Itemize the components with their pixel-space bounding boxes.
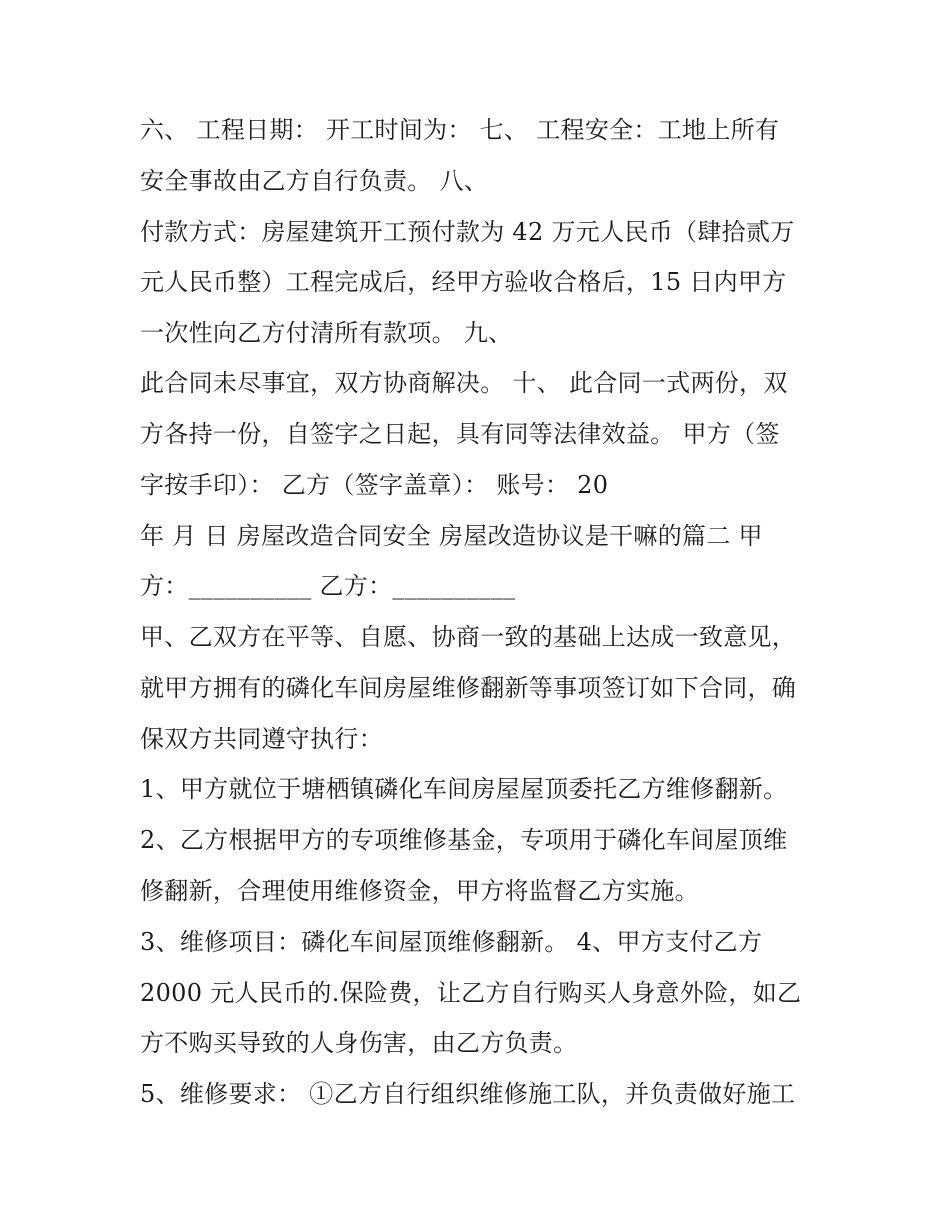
text-line: 甲、乙双方在平等、自愿、协商一致的基础上达成一致意见， bbox=[140, 623, 797, 651]
text-line: 2、乙方根据甲方的专项维修基金，专项用于磷化车间屋顶维 bbox=[140, 826, 788, 854]
text-line: 方各持一份，自签字之日起，具有同等法律效益。 甲方（签 bbox=[140, 420, 780, 448]
text-line: 2000 元人民币的.保险费，让乙方自行购买人身意外险，如乙 bbox=[140, 979, 802, 1007]
text-line: 3、维修项目：磷化车间屋顶维修翻新。 4、甲方支付乙方 bbox=[140, 928, 763, 956]
text-line: 就甲方拥有的磷化车间房屋维修翻新等事项签订如下合同，确 bbox=[140, 674, 797, 702]
text-line: 元人民币整）工程完成后，经甲方验收合格后，15 日内甲方 bbox=[140, 268, 787, 296]
text-line: 字按手印）： 乙方（签字盖章）： 账号： 20 bbox=[140, 471, 609, 499]
text-line: 保双方共同遵守执行： bbox=[140, 725, 383, 753]
text-line: 5、维修要求： ①乙方自行组织维修施工队，并负责做好施工 bbox=[140, 1080, 796, 1108]
text-line: 付款方式：房屋建筑开工预付款为 42 万元人民币（肆拾贰万 bbox=[140, 218, 795, 246]
text-line: 一次性向乙方付清所有款项。 九、 bbox=[140, 319, 513, 347]
text-line: 年 月 日 房屋改造合同安全 房屋改造协议是干嘛的篇二 甲 bbox=[140, 522, 763, 550]
text-line: 安全事故由乙方自行负责。 八、 bbox=[140, 167, 489, 195]
text-line: 六、 工程日期： 开工时间为： 七、 工程安全：工地上所有 bbox=[140, 116, 780, 144]
text-line: 方不购买导致的人身伤害，由乙方负责。 bbox=[140, 1029, 578, 1057]
text-line: 修翻新，合理使用维修资金，甲方将监督乙方实施。 bbox=[140, 877, 699, 905]
text-line: 此合同未尽事宜，双方协商解决。 十、 此合同一式两份，双 bbox=[140, 369, 788, 397]
text-line: 1、甲方就位于塘栖镇磷化车间房屋屋顶委托乙方维修翻新。 bbox=[140, 775, 788, 803]
text-line: 方：__________ 乙方：__________ bbox=[140, 572, 516, 600]
